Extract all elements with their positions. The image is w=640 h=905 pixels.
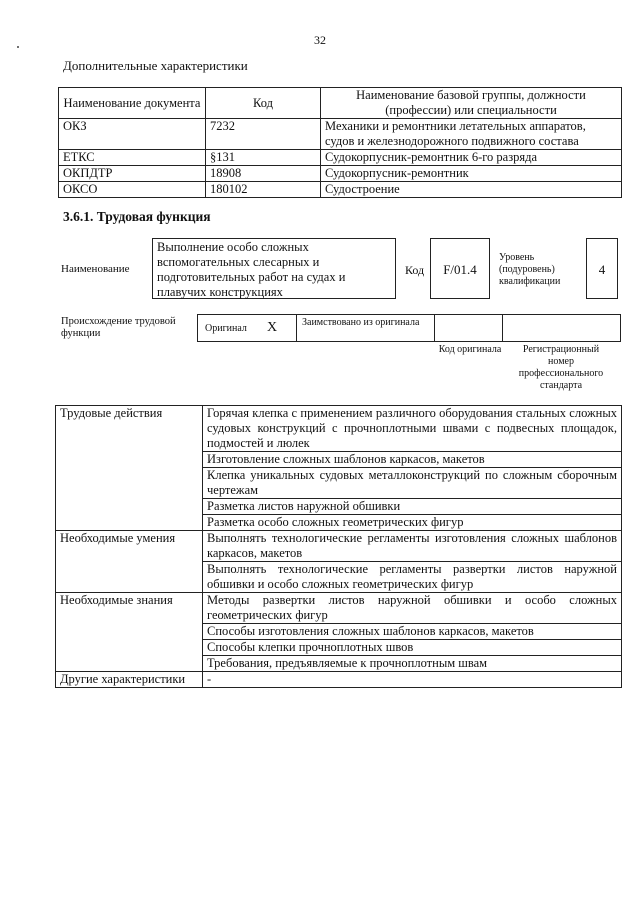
- cell-doc: ЕТКС: [59, 150, 206, 166]
- cell-doc: ОКСО: [59, 182, 206, 198]
- code-label: Код: [405, 263, 425, 277]
- origin-divider: [434, 315, 435, 341]
- function-code-box: F/01.4: [430, 238, 490, 299]
- list-item: Выполнять технологические регламенты изготовления сложных шаблонов каркасов, макетов: [203, 531, 622, 562]
- origin-label: Происхождение трудовой функции: [61, 316, 176, 339]
- cell-doc: ОКПДТР: [59, 166, 206, 182]
- table-row: [56, 406, 622, 452]
- cell-doc: ОКЗ: [59, 119, 206, 150]
- page-number: 32: [314, 33, 326, 47]
- cell-code: 18908: [206, 166, 321, 182]
- table-row: [59, 150, 622, 166]
- function-heading: 3.6.1. Трудовая функция: [63, 209, 211, 224]
- table-row: [59, 166, 622, 182]
- skills-label: Необходимые умения: [56, 531, 203, 593]
- list-item: Выполнять технологические регламенты развертки листов наружной обшивки и особо сложных геометрических фигур: [203, 562, 622, 593]
- original-mark: X: [267, 320, 278, 335]
- knowledge-label: Необходимые знания: [56, 593, 203, 672]
- list-item: Клепка уникальных судовых металлоконструкций по сложным сборочным чертежам: [203, 468, 622, 499]
- cell-name: Судостроение: [321, 182, 622, 198]
- table-row: [56, 672, 622, 688]
- table-row: [56, 531, 622, 562]
- list-item: Изготовление сложных шаблонов каркасов, макетов: [203, 452, 622, 468]
- original-label: Оригинал: [205, 323, 247, 334]
- additional-heading: Дополнительные характеристики: [63, 58, 248, 73]
- level-label: Уровень (подуровень) квалификации: [499, 252, 561, 287]
- list-item: Горячая клепка с применением различного оборудования стальных сложных судовых конструкций с прочноплотными швами с подвесных площадок, подмостей и люлек: [203, 406, 622, 452]
- cell-name: Судокорпусник-ремонтник 6-го разряда: [321, 150, 622, 166]
- cell-code: 7232: [206, 119, 321, 150]
- other-label: Другие характеристики: [56, 672, 203, 688]
- list-item: Требования, предъявляемые к прочноплотным швам: [203, 656, 622, 672]
- table-header-row: [59, 88, 622, 119]
- header-doc: Наименование документа: [59, 88, 206, 119]
- additional-table: [58, 87, 622, 198]
- list-item: Разметка особо сложных геометрических фигур: [203, 515, 622, 531]
- actions-label: Трудовые действия: [56, 406, 203, 531]
- origin-divider: [296, 315, 297, 341]
- list-item: Способы изготовления сложных шаблонов каркасов, макетов: [203, 624, 622, 640]
- header-name: Наименование базовой группы, должности (профессии) или специальности: [321, 88, 622, 119]
- level-box: 4: [586, 238, 618, 299]
- table-row: [59, 119, 622, 150]
- other-value: -: [203, 672, 622, 688]
- scan-dot: [17, 46, 19, 48]
- cell-code: §131: [206, 150, 321, 166]
- table-row: [59, 182, 622, 198]
- cell-code: 180102: [206, 182, 321, 198]
- origin-box: [197, 314, 621, 342]
- code-caption: Код оригинала: [438, 344, 502, 355]
- details-table: [55, 405, 622, 688]
- borrowed-label: Заимствовано из оригинала: [302, 317, 420, 328]
- list-item: Способы клепки прочноплотных швов: [203, 640, 622, 656]
- list-item: Разметка листов наружной обшивки: [203, 499, 622, 515]
- cell-name: Судокорпусник-ремонтник: [321, 166, 622, 182]
- name-label: Наименование: [61, 263, 130, 275]
- list-item: Методы развертки листов наружной обшивки и особо сложных геометрических фигур: [203, 593, 622, 624]
- header-code: Код: [206, 88, 321, 119]
- origin-divider: [502, 315, 503, 341]
- function-name-box: Выполнение особо сложных вспомогательных слесарных и подготовительных работ на судах и плавучих конструкциях: [152, 238, 396, 299]
- cell-name: Механики и ремонтники летательных аппаратов, судов и железнодорожного подвижного состава: [321, 119, 622, 150]
- reg-caption: Регистрационный номер профессионального стандарта: [518, 344, 604, 391]
- table-row: [56, 593, 622, 624]
